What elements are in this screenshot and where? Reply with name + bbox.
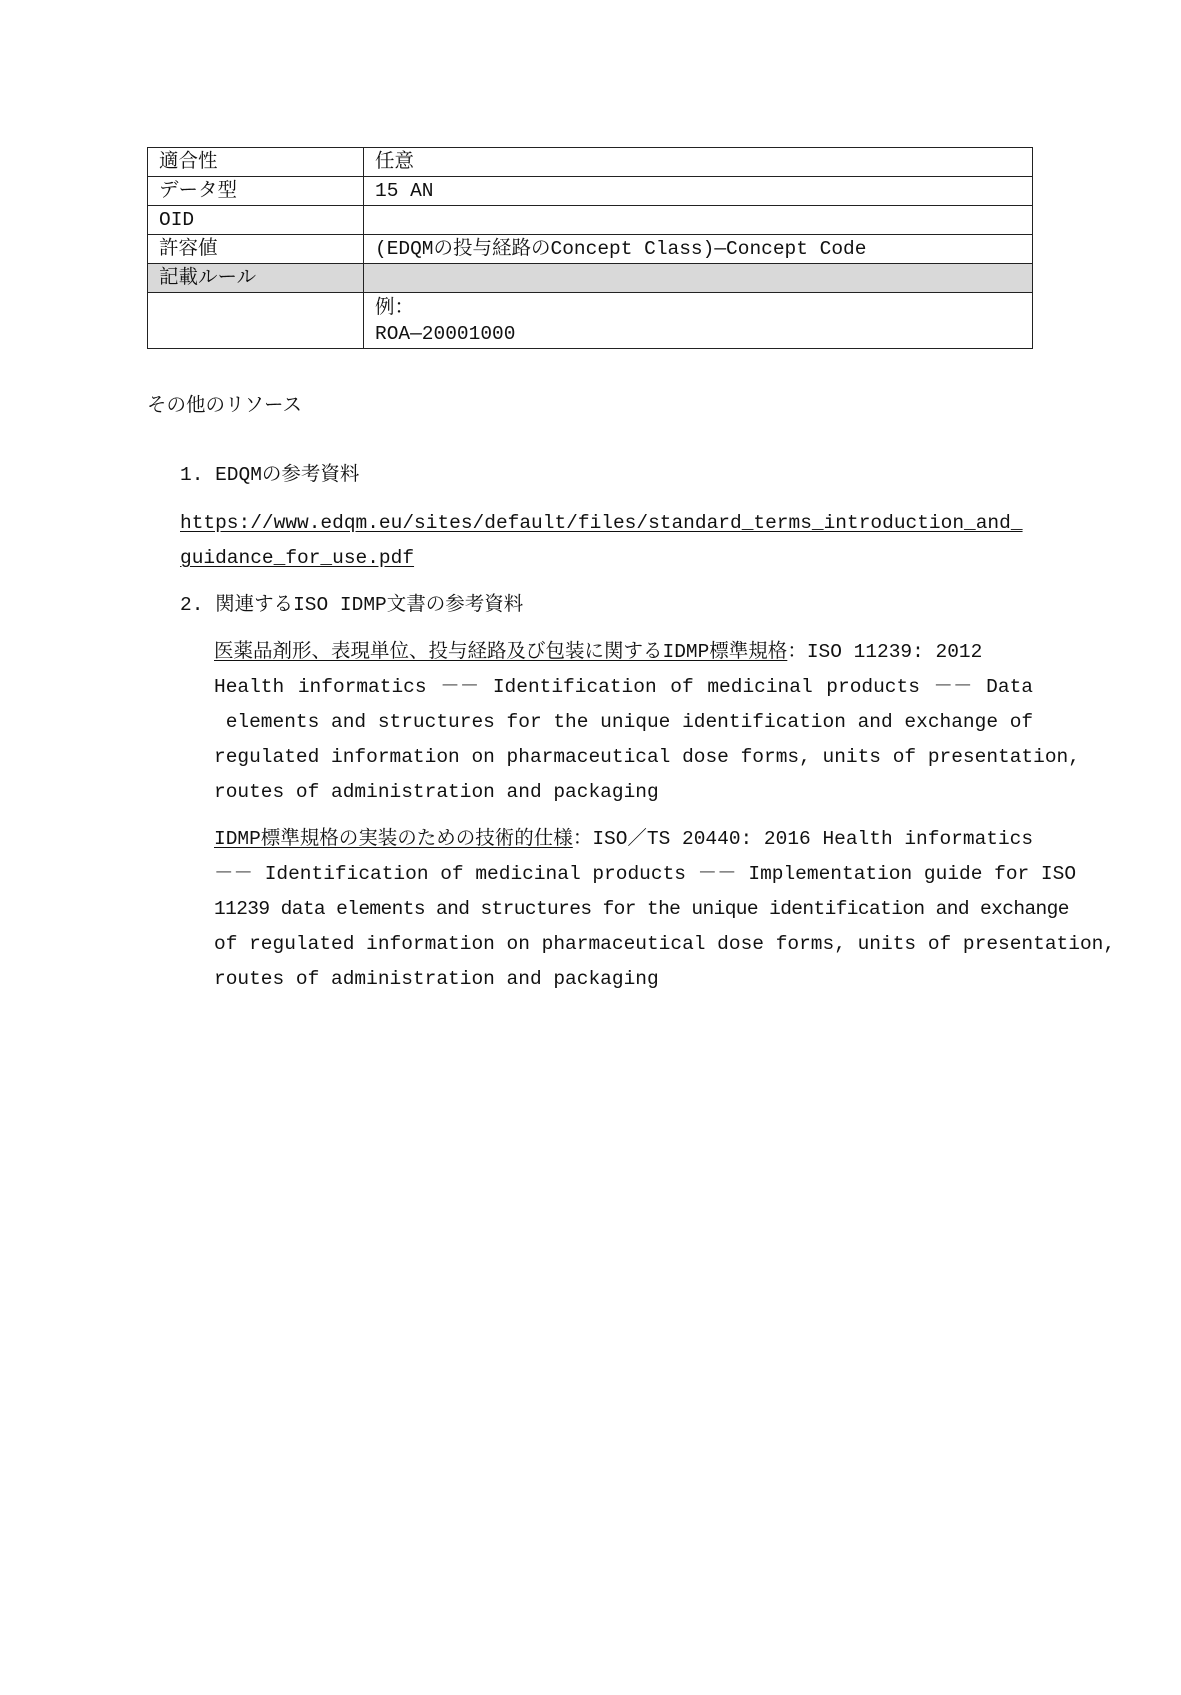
row-value (364, 206, 1033, 235)
ref1-first-line (214, 640, 982, 664)
ref1-line: routes of administration and packaging (214, 781, 659, 803)
list-number: 2. (180, 594, 204, 616)
table-row (148, 235, 1033, 264)
ref1-line: Health informatics －－ Identification of medicinal products －－ Data (214, 676, 1033, 698)
list-item-2 (180, 593, 523, 617)
row-value: 任意 (364, 148, 1033, 177)
table-row (148, 206, 1033, 235)
table-row (148, 177, 1033, 206)
ref2-first-line (214, 827, 1033, 851)
table-row (148, 264, 1033, 293)
row-value (364, 264, 1033, 293)
data-element-table (147, 147, 1033, 349)
list-item-1 (180, 463, 359, 487)
ref2-line: 11239 data elements and structures for the unique identification and exchange (214, 898, 1069, 920)
table-row (148, 293, 1033, 349)
edqm-link-line1[interactable]: https://www.edqm.eu/sites/default/files/standard_terms_introduction_and_ (180, 512, 1023, 534)
ref2-line: of regulated information on pharmaceutical dose forms, units of presentation, (214, 933, 1116, 955)
ref2-link[interactable]: IDMP標準規格の実装のための技術的仕様 (214, 828, 573, 850)
row-value: 15 AN (364, 177, 1033, 206)
section-title: その他のリソース (147, 395, 303, 417)
example-value: ROA—20001000 (375, 322, 516, 345)
ref1-line: regulated information on pharmaceutical dose forms, units of presentation, (214, 746, 1080, 768)
list-label: 関連するISO IDMP文書の参考資料 (215, 594, 524, 616)
row-key: OID (148, 206, 364, 235)
row-key: 適合性 (148, 148, 364, 177)
row-value: (EDQMの投与経路のConcept Class)—Concept Code (364, 235, 1033, 264)
row-value (364, 293, 1033, 349)
ref1-link[interactable]: 医薬品剤形、表現単位、投与経路及び包装に関するIDMP標準規格 (214, 641, 788, 663)
list-number: 1. (180, 464, 204, 486)
table-row (148, 148, 1033, 177)
ref2-text: ：ISO／TS 20440: 2016 Health informatics (572, 828, 1034, 850)
ref1-line: elements and structures for the unique identification and exchange of (214, 711, 1034, 733)
list-label: EDQMの参考資料 (215, 464, 360, 486)
example-label: 例： (375, 296, 415, 319)
ref1-text: ：ISO 11239: 2012 (787, 641, 983, 663)
ref2-line: －－ Identification of medicinal products －－ Implementation guide for ISO (214, 863, 1077, 885)
edqm-link-line2[interactable]: guidance_for_use.pdf (180, 547, 415, 569)
row-key: データ型 (148, 177, 364, 206)
row-key: 許容値 (148, 235, 364, 264)
row-key (148, 293, 364, 349)
ref2-line: routes of administration and packaging (214, 968, 659, 990)
row-key: 記載ルール (148, 264, 364, 293)
